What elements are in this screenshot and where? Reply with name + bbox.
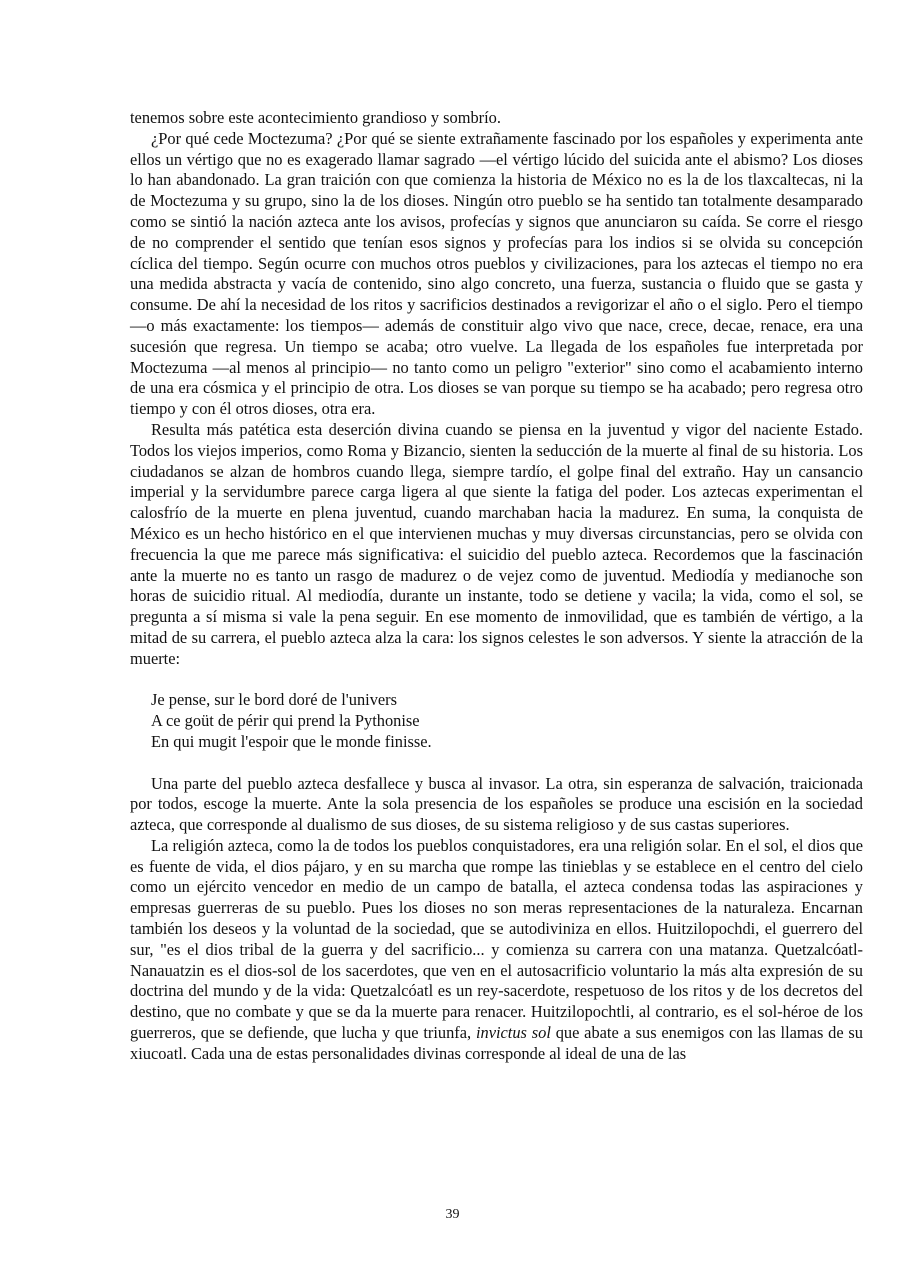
verse-line-3: En qui mugit l'espoir que le monde finisse. xyxy=(151,731,432,751)
body-text xyxy=(130,108,863,1065)
verse-line-1: Je pense, sur le bord doré de l'univers xyxy=(151,690,398,710)
paragraph-schism: Una parte del pueblo azteca desfallece y busca al invasor. La otra, sin esperanza de salvación, traicionada por todos, escoge la muerte. Ante la sola presencia de los españoles se produce una escisión en la sociedad azteca, que corresponde al dualismo de sus dioses, de su sistema religioso y de sus castas superiores. xyxy=(130,773,863,835)
paragraph-moctezuma: ¿Por qué cede Moctezuma? ¿Por qué se siente extrañamente fascinado por los españoles y experimenta ante ellos un vértigo que no es exagerado llamar sagrado —el vértigo lúcido del suicida ante el abismo? Los dioses lo han abandonado. La gran traición con que comienza la historia de México no es la de los tlaxcaltecas, ni la de Moctezuma y su grupo, sino la de los dioses. Ningún otro pueblo se ha sentido tan totalmente desamparado como se sintió la nación azteca ante los avisos, profecías y signos que anunciaron su caída. Se corre el riesgo de no comprender el sentido que tenían esos signos y profecías para los indios si se olvida su concepción cíclica del tiempo. Según ocurre con muchos otros pueblos y civilizaciones, para los aztecas el tiempo no era una medida abstracta y vacía de contenido, sino algo concreto, una fuerza, sustancia o fluido que se gasta y consume. De ahí la necesidad de los ritos y sacrificios destinados a revigorizar el año o el siglo. Pero el tiempo —o más exactamente: los tiempos— además de constituir algo vivo que nace, crece, decae, renace, era una sucesión que regresa. Un tiempo se acaba; otro vuelve. La llegada de los españoles fue interpretada por Moctezuma —al menos al principio— no tanto como un peligro "exterior" sino como el acabamiento interno de una era cósmica y el principio de otra. Los dioses se van porque su tiempo se ha acabado; pero regresa otro tiempo y con él otros dioses, otra era. xyxy=(130,128,863,419)
paragraph-continuation: tenemos sobre este acontecimiento grandioso y sombrío. xyxy=(130,108,501,127)
verse-quotation xyxy=(151,690,863,752)
paragraph-solar-religion xyxy=(130,836,863,1065)
page-number: 39 xyxy=(445,1207,460,1222)
italic-phrase: invictus sol xyxy=(475,1023,551,1043)
paragraph-divine-desertion: Resulta más patética esta deserción divina cuando se piensa en la juventud y vigor del naciente Estado. Todos los viejos imperios, como Roma y Bizancio, sienten la seducción de la muerte al final de su historia. Los ciudadanos se alzan de hombros cuando llega, siempre tardío, el golpe final del extraño. Hay un cansancio imperial y la servidumbre parece carga ligera al que siente la fatiga del poder. Los aztecas experimentan el calosfrío de la muerte en plena juventud, cuando marchaban hacia la madurez. En suma, la conquista de México es un hecho histórico en el que intervienen muchas y muy diversas circunstancias, pero se olvida con frecuencia la que me parece más significativa: el suicidio del pueblo azteca. Recordemos que la fascinación ante la muerte no es tanto un rasgo de madurez o de vejez como de juventud. Mediodía y medianoche son horas de suicidio ritual. Al mediodía, durante un instante, todo se detiene y vacila; la vida, como el sol, se pregunta a sí misma si vale la pena seguir. En ese momento de inmovilidad, que es también de vértigo, a la mitad de su carrera, el pueblo azteca alza la cara: los signos celestes le son adversos. Y siente la atracción de la muerte: xyxy=(130,419,863,668)
paragraph-solar-religion-text-1: La religión azteca, como la de todos los pueblos conquistadores, era una religión solar. En el sol, el dios que es fuente de vida, el dios pájaro, y en su marcha que rompe las tinieblas y se establece en el centro del cielo como un ejército vencedor en medio de un campo de batalla, el azteca condensa todas las aspiraciones y empresas guerreras de su pueblo. Pues los dioses no son meras representaciones de la naturaleza. Encarnan también los deseos y la voluntad de la sociedad, que se autodiviniza en ellos. Huitzilopochdi, el guerrero del sur, "es el dios tribal de la guerra y del sacrificio... y comienza su carrera con una matanza. Quetzalcóatl-Nanauatzin es el dios-sol de los sacerdotes, que ven en el autosacrificio voluntario la más alta expresión de su doctrina del mundo y de la vida: Quetzalcóatl es un rey-sacerdote, respetuoso de los ritos y de los decretos del destino, que no combate y que se da la muerte para renacer. Huitzilopochtli, al contrario, es el sol-héroe de los guerreros, que se defiende, que lucha y que triunfa, xyxy=(130,835,863,1043)
paragraph-solar-religion-text-2: que abate a sus enemigos con las llamas de su xiucoatl. Cada una de estas personalidades divinas corresponde al ideal de una de las xyxy=(130,1023,863,1063)
verse-line-2: A ce goüt de périr qui prend la Pythonise xyxy=(151,711,420,731)
